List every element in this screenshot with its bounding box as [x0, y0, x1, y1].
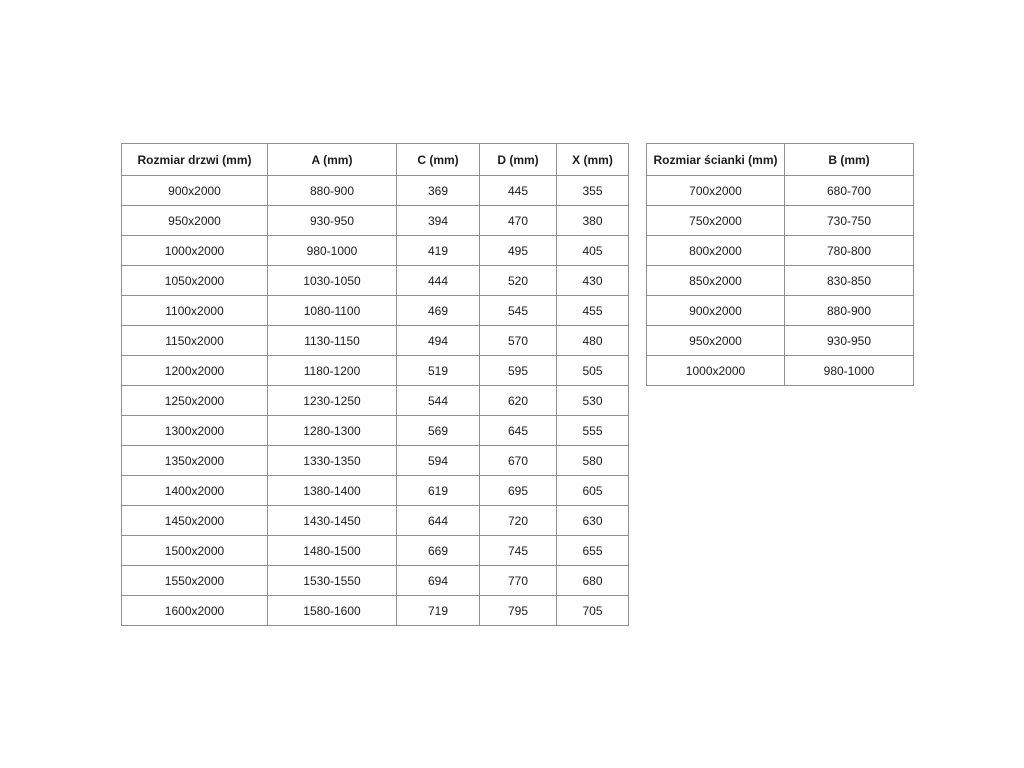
table-cell: 1580-1600: [268, 596, 397, 626]
table-cell: 619: [397, 476, 480, 506]
table-cell: 880-900: [785, 296, 914, 326]
table-cell: 950x2000: [647, 326, 785, 356]
table-cell: 795: [480, 596, 557, 626]
table-row: [647, 266, 914, 296]
table-cell: 1230-1250: [268, 386, 397, 416]
table-row: [122, 596, 629, 626]
table-cell: 1550x2000: [122, 566, 268, 596]
table-cell: 369: [397, 176, 480, 206]
table-cell: 770: [480, 566, 557, 596]
table-cell: 1130-1150: [268, 326, 397, 356]
table-row: [647, 236, 914, 266]
table-cell: 1480-1500: [268, 536, 397, 566]
table-cell: 620: [480, 386, 557, 416]
table-cell: 695: [480, 476, 557, 506]
table-cell: 470: [480, 206, 557, 236]
table-row: [647, 206, 914, 236]
table-cell: 555: [557, 416, 629, 446]
table-cell: 1250x2000: [122, 386, 268, 416]
table-cell: 1500x2000: [122, 536, 268, 566]
table-cell: 670: [480, 446, 557, 476]
table-row: [647, 176, 914, 206]
table-cell: 520: [480, 266, 557, 296]
table-cell: 850x2000: [647, 266, 785, 296]
table-cell: 694: [397, 566, 480, 596]
table-row: [122, 416, 629, 446]
table-cell: 830-850: [785, 266, 914, 296]
table-cell: 720: [480, 506, 557, 536]
table-cell: 880-900: [268, 176, 397, 206]
table-cell: 605: [557, 476, 629, 506]
column-header: D (mm): [480, 144, 557, 176]
table-cell: 1380-1400: [268, 476, 397, 506]
table-cell: 745: [480, 536, 557, 566]
table-cell: 719: [397, 596, 480, 626]
table-row: [122, 266, 629, 296]
table-row: [122, 356, 629, 386]
table-cell: 380: [557, 206, 629, 236]
table-row: [122, 236, 629, 266]
table-cell: 930-950: [785, 326, 914, 356]
table-cell: 1530-1550: [268, 566, 397, 596]
table-cell: 980-1000: [785, 356, 914, 386]
table-cell: 1030-1050: [268, 266, 397, 296]
table-cell: 730-750: [785, 206, 914, 236]
table-cell: 419: [397, 236, 480, 266]
table-cell: 530: [557, 386, 629, 416]
table-cell: 780-800: [785, 236, 914, 266]
table-cell: 570: [480, 326, 557, 356]
table-cell: 469: [397, 296, 480, 326]
table-cell: 394: [397, 206, 480, 236]
table-cell: 355: [557, 176, 629, 206]
table-cell: 1080-1100: [268, 296, 397, 326]
table-row: [122, 386, 629, 416]
table-cell: 1100x2000: [122, 296, 268, 326]
header-row: [122, 144, 629, 176]
table-cell: 594: [397, 446, 480, 476]
table-cell: 1180-1200: [268, 356, 397, 386]
door-sizes-table: [121, 143, 629, 626]
table-cell: 445: [480, 176, 557, 206]
table-cell: 1400x2000: [122, 476, 268, 506]
table-row: [647, 356, 914, 386]
table-cell: 1350x2000: [122, 446, 268, 476]
table-cell: 900x2000: [122, 176, 268, 206]
table-cell: 700x2000: [647, 176, 785, 206]
table-cell: 680-700: [785, 176, 914, 206]
column-header: C (mm): [397, 144, 480, 176]
table-row: [122, 176, 629, 206]
table-cell: 630: [557, 506, 629, 536]
wall-sizes-table: [646, 143, 914, 386]
table-cell: 569: [397, 416, 480, 446]
table-cell: 1000x2000: [122, 236, 268, 266]
table-cell: 1450x2000: [122, 506, 268, 536]
table-row: [647, 296, 914, 326]
table-cell: 480: [557, 326, 629, 356]
table-row: [122, 446, 629, 476]
table-cell: 405: [557, 236, 629, 266]
table-cell: 1000x2000: [647, 356, 785, 386]
column-header: Rozmiar drzwi (mm): [122, 144, 268, 176]
table-cell: 455: [557, 296, 629, 326]
table-cell: 680: [557, 566, 629, 596]
column-header: X (mm): [557, 144, 629, 176]
table-cell: 1050x2000: [122, 266, 268, 296]
table-cell: 1600x2000: [122, 596, 268, 626]
table-cell: 1150x2000: [122, 326, 268, 356]
table-row: [122, 566, 629, 596]
table-row: [122, 326, 629, 356]
column-header: Rozmiar ścianki (mm): [647, 144, 785, 176]
table-cell: 494: [397, 326, 480, 356]
table-cell: 430: [557, 266, 629, 296]
table-cell: 1300x2000: [122, 416, 268, 446]
table-row: [122, 476, 629, 506]
table-cell: 705: [557, 596, 629, 626]
table-cell: 930-950: [268, 206, 397, 236]
table-cell: 644: [397, 506, 480, 536]
table-row: [122, 506, 629, 536]
table-cell: 1280-1300: [268, 416, 397, 446]
table-cell: 545: [480, 296, 557, 326]
table-cell: 750x2000: [647, 206, 785, 236]
table-row: [122, 536, 629, 566]
table-row: [647, 326, 914, 356]
table-cell: 800x2000: [647, 236, 785, 266]
table-cell: 1200x2000: [122, 356, 268, 386]
table-cell: 655: [557, 536, 629, 566]
table-cell: 900x2000: [647, 296, 785, 326]
table-cell: 1430-1450: [268, 506, 397, 536]
table-cell: 444: [397, 266, 480, 296]
column-header: A (mm): [268, 144, 397, 176]
table-cell: 950x2000: [122, 206, 268, 236]
table-cell: 519: [397, 356, 480, 386]
table-row: [122, 206, 629, 236]
table-cell: 495: [480, 236, 557, 266]
table-cell: 580: [557, 446, 629, 476]
table-cell: 669: [397, 536, 480, 566]
table-cell: 1330-1350: [268, 446, 397, 476]
table-cell: 980-1000: [268, 236, 397, 266]
table-row: [122, 296, 629, 326]
table-cell: 505: [557, 356, 629, 386]
header-row: [647, 144, 914, 176]
table-cell: 595: [480, 356, 557, 386]
column-header: B (mm): [785, 144, 914, 176]
table-cell: 544: [397, 386, 480, 416]
table-cell: 645: [480, 416, 557, 446]
